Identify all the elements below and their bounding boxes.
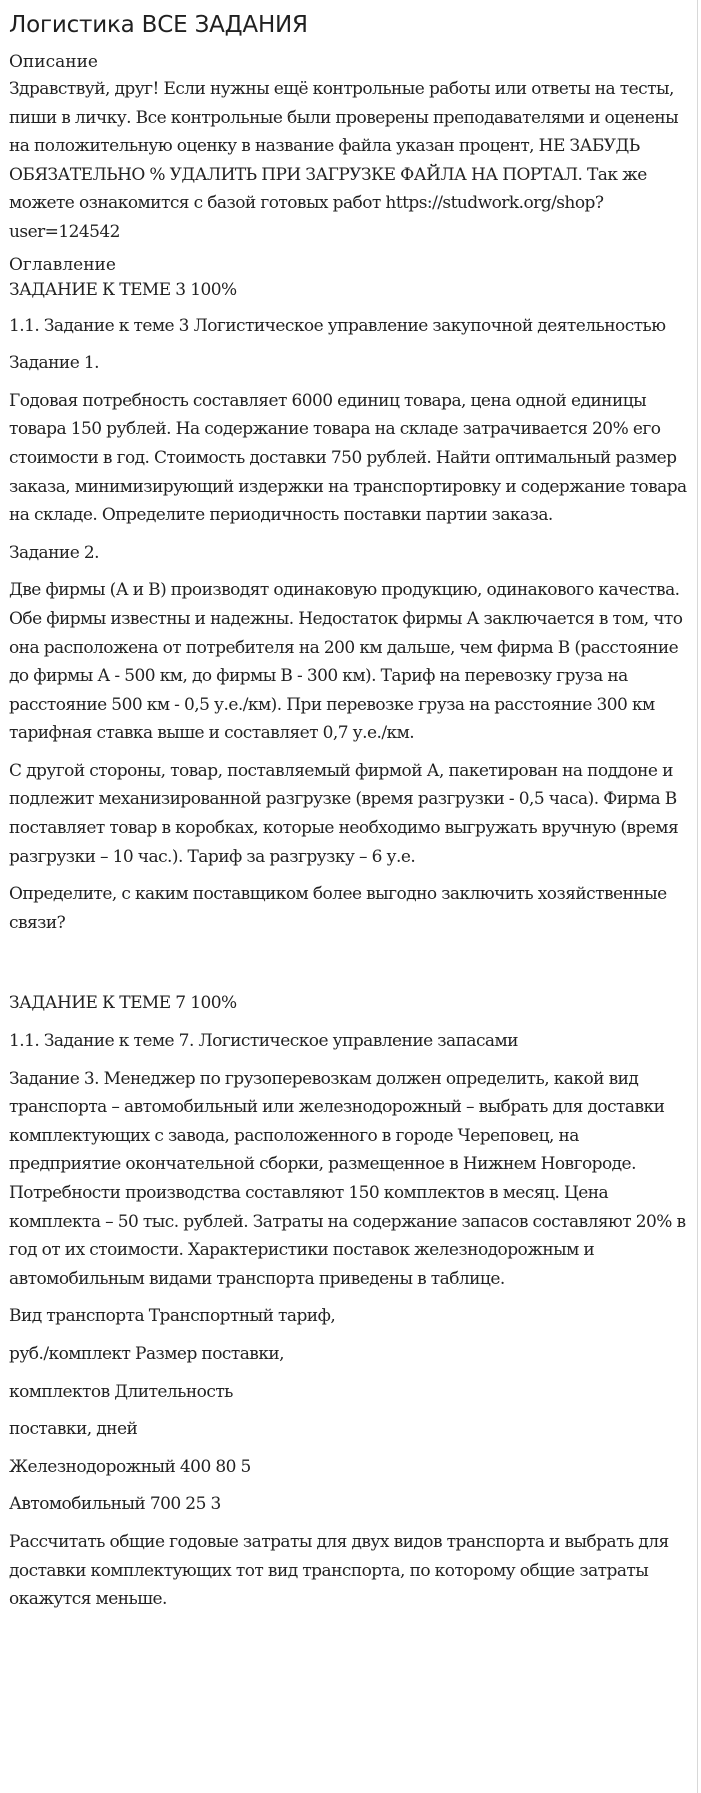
topic7-subheading: 1.1. Задание к теме 7. Логистическое управление запасами [9,1031,518,1052]
table-line: руб./комплект Размер поставки, [9,1343,285,1364]
document-content [9,8,693,1614]
description-text: Здравствуй, друг! Если нужны ещё контрольные работы или ответы на тесты, пиши в личку. Все контрольные были проверены преподавателями и оценены на положительную оценку в название файла указан процент, НЕ ЗАБУДЬ ОБЯЗАТЕЛЬНО % УДАЛИТЬ ПРИ ЗАГРУЗКЕ ФАЙЛА НА ПОРТАЛ. Так же можете ознакомится с базой готовых работ https://studwork.org/shop?user=124542 [9,79,679,242]
topic7-heading: ЗАДАНИЕ К ТЕМЕ 7 100% [9,993,237,1014]
task2-paragraph-2: С другой стороны, товар, поставляемый фирмой А, пакетирован на поддоне и подлежит механизированной разгрузке (время разгрузки - 0,5 часа). Фирма В поставляет товар в коробках, которые необходимо выгружать вручную (время разгрузки – 10 час.). Тариф за разгрузку – 6 у.е. [9,760,679,867]
table-row-rail: Железнодорожный 400 80 5 [9,1456,251,1477]
toc-label: Оглавление [9,254,116,275]
description-label: Описание [9,52,98,72]
task3-conclusion: Рассчитать общие годовые затраты для двух видов транспорта и выбрать для доставки комплектующих тот вид транспорта, по которому общие затраты окажутся меньше. [9,1531,669,1610]
task1-text: Годовая потребность составляет 6000 единиц товара, цена одной единицы товара 150 рублей. На содержание товара на складе затрачивается 20% его стоимости в год. Стоимость доставки 750 рублей. Найти оптимальный размер заказа, минимизирующий издержки на транспортировку и содержание товара на складе. Определите периодичность поставки партии заказа. [9,390,687,526]
task3-text: Задание 3. Менеджер по грузоперевозкам должен определить, какой вид транспорта – автомобильный или железнодорожный – выбрать для доставки комплектующих с завода, расположенного в городе Череповец, на предприятие окончательной сборки, размещенное в Нижнем Новгороде. Потребности производства составляют 150 комплектов в месяц. Цена комплекта – 50 тыс. рублей. Затраты на содержание запасов составляют 20% в год от их стоимости. Характеристики поставок железнодорожным и автомобильным видами транспорта приведены в таблице. [9,1068,686,1289]
task2-paragraph-1: Две фирмы (А и В) производят одинаковую продукцию, одинакового качества. Обе фирмы известны и надежны. Недостаток фирмы А заключается в том, что она расположена от потребителя на 200 км дальше, чем фирма В (расстояние до фирмы А - 500 км, до фирмы В - 300 км). Тариф на перевозку груза на расстояние 500 км - 0,5 у.е./км). При перевозке груза на расстояние 300 км тарифная ставка выше и составляет 0,7 у.е./км. [9,580,683,744]
topic3-heading: ЗАДАНИЕ К ТЕМЕ 3 100% [9,279,237,300]
table-line: поставки, дней [9,1419,138,1440]
table-line: Вид транспорта Транспортный тариф, [9,1306,336,1327]
page-title: Логистика ВСЕ ЗАДАНИЯ [9,12,308,38]
topic3-subheading: 1.1. Задание к теме 3 Логистическое управление закупочной деятельностью [9,315,666,336]
table-row-auto: Автомобильный 700 25 3 [9,1494,221,1515]
table-line: комплектов Длительность [9,1381,233,1402]
task2-paragraph-3: Определите, с каким поставщиком более выгодно заключить хозяйственные связи? [9,884,667,933]
task1-label: Задание 1. [9,353,99,374]
task2-label: Задание 2. [9,542,99,563]
